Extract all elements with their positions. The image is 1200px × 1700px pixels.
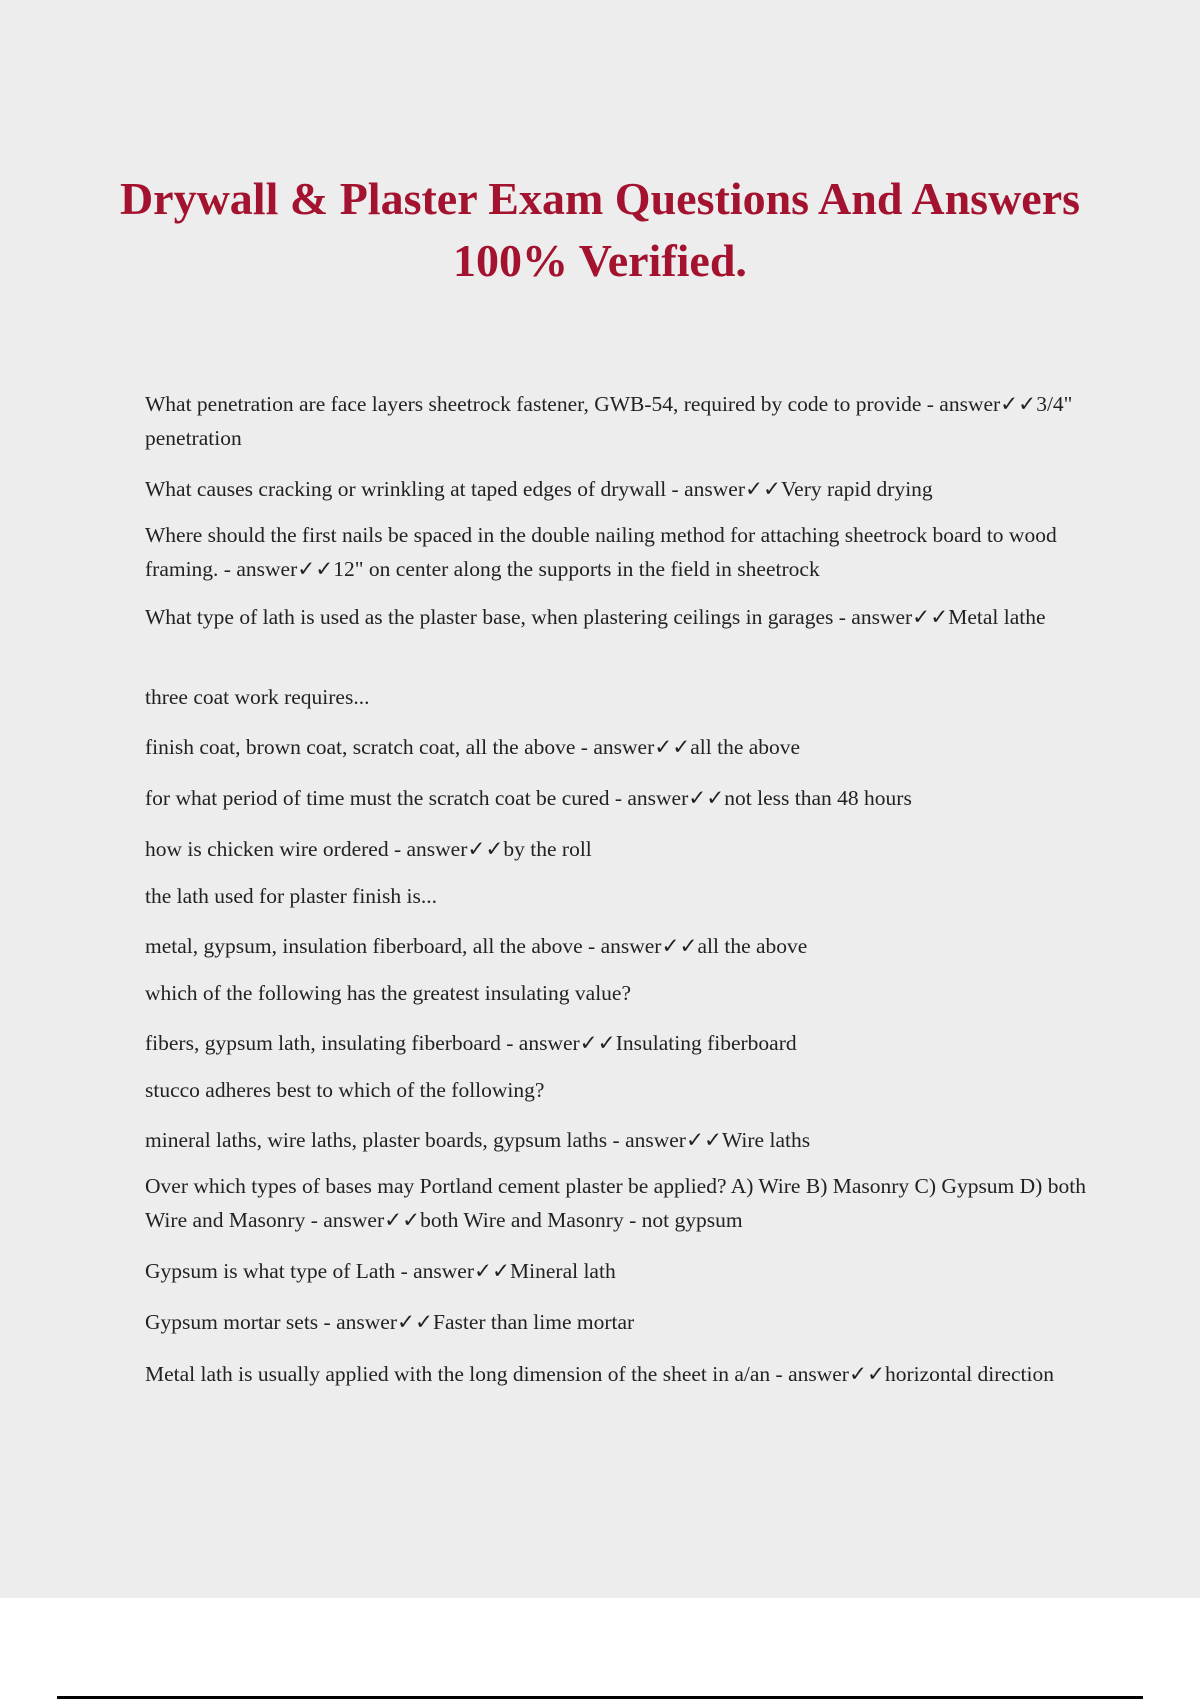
qa-item: which of the following has the greatest insulating value?	[145, 981, 632, 1005]
qa-item: Over which types of bases may Portland cement plaster be applied? A) Wire B) Masonry C) Gypsum D) both Wire and Masonry - answer✓✓both Wire and Masonry - not gypsum	[145, 1174, 1086, 1232]
qa-item: fibers, gypsum lath, insulating fiberboard - answer✓✓Insulating fiberboard	[145, 1031, 797, 1055]
document-title: Drywall & Plaster Exam Questions And Answers 100% Verified.	[119, 173, 1081, 286]
qa-item: metal, gypsum, insulation fiberboard, all the above - answer✓✓all the above	[145, 934, 808, 958]
qa-item: Gypsum mortar sets - answer✓✓Faster than lime mortar	[145, 1310, 635, 1334]
qa-item: Metal lath is usually applied with the long dimension of the sheet in a/an - answer✓✓horizontal direction	[145, 1362, 1054, 1386]
qa-item: Gypsum is what type of Lath - answer✓✓Mineral lath	[145, 1259, 616, 1283]
qa-item: What type of lath is used as the plaster base, when plastering ceilings in garages - answer✓✓Metal lathe	[145, 605, 1046, 629]
qa-item: mineral laths, wire laths, plaster boards, gypsum laths - answer✓✓Wire laths	[145, 1128, 811, 1152]
qa-item: Where should the first nails be spaced in the double nailing method for attaching sheetrock board to wood framing. - answer✓✓12" on center along the supports in the field in sheetrock	[145, 523, 1057, 581]
qa-item: stucco adheres best to which of the following?	[145, 1078, 545, 1102]
qa-item: finish coat, brown coat, scratch coat, all the above - answer✓✓all the above	[145, 735, 801, 759]
qa-item: the lath used for plaster finish is...	[145, 884, 437, 908]
qa-item: how is chicken wire ordered - answer✓✓by the roll	[145, 837, 592, 861]
qa-item: What penetration are face layers sheetrock fastener, GWB-54, required by code to provide - answer✓✓3/4" penetration	[145, 392, 1073, 450]
page-divider	[57, 1696, 1143, 1699]
qa-item: What causes cracking or wrinkling at taped edges of drywall - answer✓✓Very rapid drying	[145, 477, 933, 501]
qa-item: for what period of time must the scratch coat be cured - answer✓✓not less than 48 hours	[145, 786, 912, 810]
qa-item: three coat work requires...	[145, 685, 370, 709]
